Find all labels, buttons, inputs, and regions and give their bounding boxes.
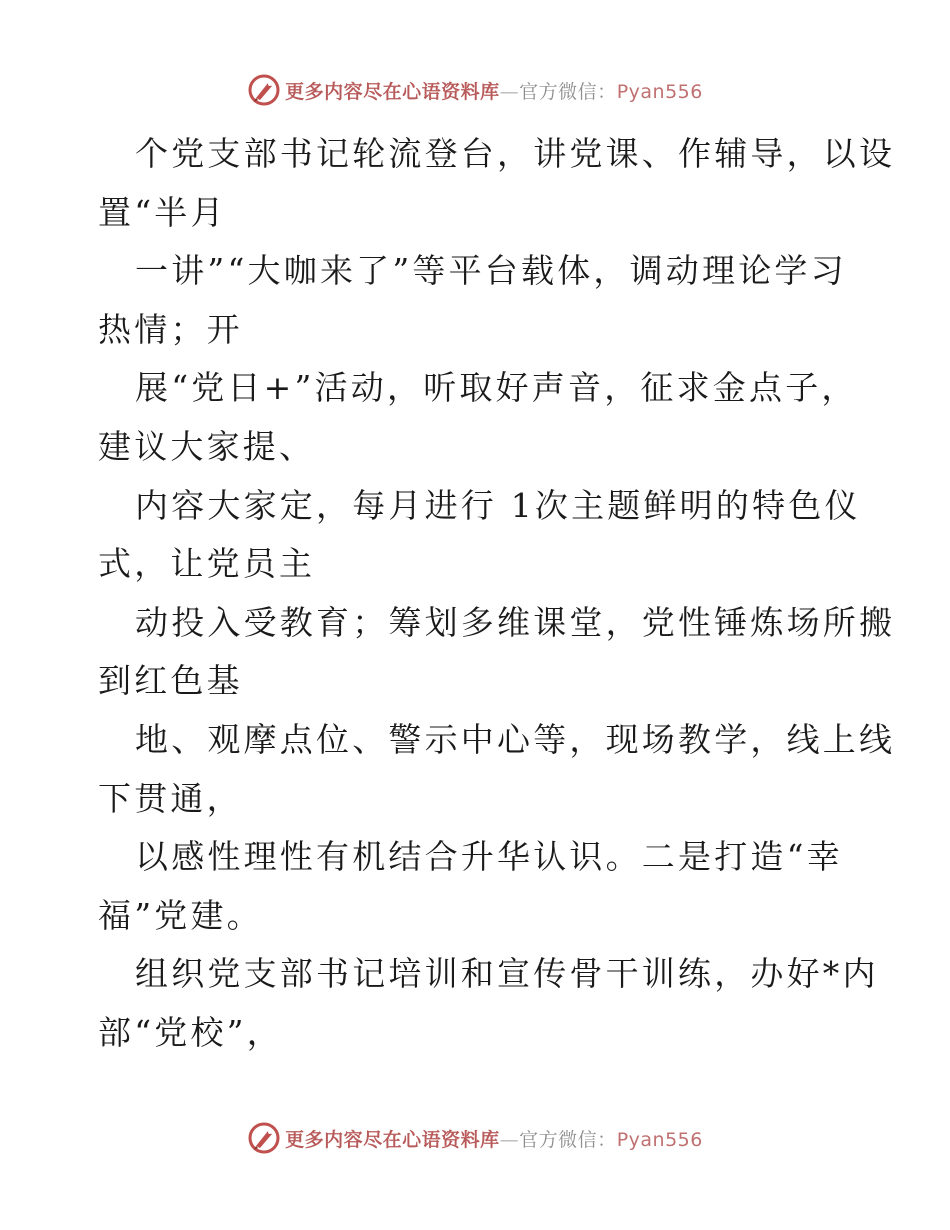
document-body <box>98 125 896 1063</box>
text-line: 热情；开 <box>98 309 243 349</box>
footer-brand-text: 更多内容尽在心语资料库 <box>285 1128 500 1151</box>
header-wechat-account: Pyan556 <box>616 80 703 103</box>
header-brand-text: 更多内容尽在心语资料库 <box>285 80 500 103</box>
text-line: 组织党支部书记培训和宣传骨干训练，办好*内 <box>135 954 879 994</box>
text-line: 建议大家提、 <box>98 426 316 466</box>
footer-wechat-account: Pyan556 <box>616 1128 703 1151</box>
text-line: 个党支部书记轮流登台，讲党课、作辅导，以设 <box>135 134 896 173</box>
text-line: 动投入受教育；筹划多维课堂，党性锤炼场所搬 <box>135 602 896 642</box>
footer-wechat-label: 官方微信： <box>519 1128 617 1151</box>
text-line: 福”党建。 <box>98 895 263 935</box>
text-line: 部“党校”， <box>98 1012 283 1052</box>
header-separator: — <box>499 80 520 103</box>
text-line: 置“半月 <box>98 192 227 232</box>
text-line: 以感性理性有机结合升华认识。二是打造“幸 <box>135 837 843 877</box>
text-line: 下贯通， <box>98 778 243 818</box>
footer-watermark-banner <box>0 1118 950 1158</box>
header-watermark-text <box>285 77 703 104</box>
text-line: 一讲”“大咖来了”等平台载体，调动理论学习 <box>135 251 847 291</box>
header-watermark-banner <box>0 70 950 110</box>
text-line: 展“党日+”活动，听取好声音，征求金点子， <box>135 368 858 408</box>
text-line: 地、观摩点位、警示中心等，现场教学，线上线 <box>135 719 896 759</box>
text-line: 式，让党员主 <box>98 544 316 584</box>
footer-watermark-text <box>285 1125 703 1152</box>
header-wechat-label: 官方微信： <box>519 80 617 103</box>
footer-separator: — <box>499 1128 520 1151</box>
pen-logo-icon <box>247 73 281 107</box>
text-line: 到红色基 <box>98 661 243 701</box>
text-line: 内容大家定，每月进行 1次主题鲜明的特色仪 <box>135 485 861 525</box>
pen-logo-icon <box>247 1121 281 1155</box>
